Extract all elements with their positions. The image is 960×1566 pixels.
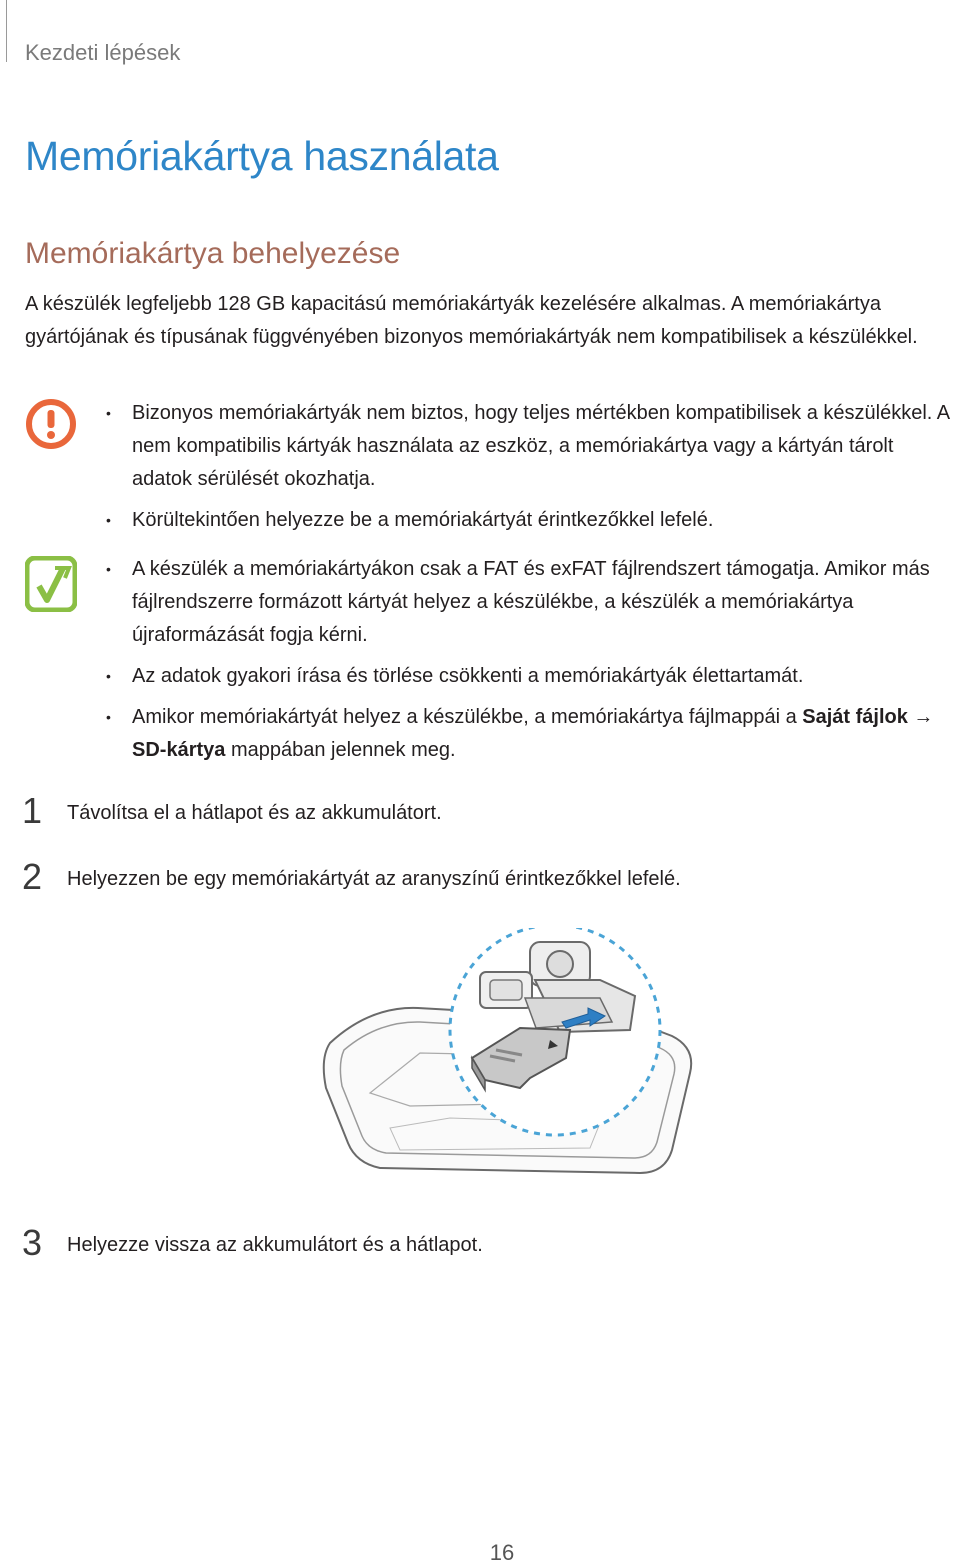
- note-item-path: • Amikor memóriakártyát helyez a készülékbe, a memóriakártya fájlmappái a Saját fájlok → SD-kártya mappában jelennek meg.: [104, 701, 954, 767]
- warning-item: • Bizonyos memóriakártyák nem biztos, hogy teljes mértékben kompatibilisek a készülékkel. A nem kompatibilis kártyák használata az eszköz, a memóriakártya vagy a kártyán tárolt adatok sérülését okozhatja.: [104, 397, 954, 496]
- section-title: Memóriakártya behelyezése: [25, 237, 401, 270]
- header-rule: [6, 0, 7, 62]
- note-item: • A készülék a memóriakártyákon csak a FAT és exFAT fájlrendszert támogatja. Amikor más fájlrendszerre formázott kártyát helyez a készülékbe, a készülék a memóriakártya újraformázását fogja kérni.: [104, 553, 954, 652]
- step-number: 1: [22, 790, 43, 831]
- step-number: 2: [22, 856, 43, 897]
- warning-item: • Körültekintően helyezze be a memóriakártyát érintkezőkkel lefelé.: [104, 504, 954, 537]
- intro-paragraph: A készülék legfeljebb 128 GB kapacitású memóriakártyák kezelésére alkalmas. A memóriakártya gyártójának és típusának függvényében bizonyos memóriakártyák nem kompatibilisek a készülékkel.: [25, 293, 918, 348]
- running-head: Kezdeti lépések: [25, 40, 181, 65]
- step-text: Helyezzen be egy memóriakártyát az aranyszínű érintkezőkkel lefelé.: [67, 868, 681, 890]
- step-text: Távolítsa el a hátlapot és az akkumulátort.: [67, 802, 442, 824]
- page-title: Memóriakártya használata: [25, 133, 499, 179]
- page-number: 16: [489, 1540, 515, 1565]
- menu-path-sd-card: SD-kártya: [132, 739, 226, 761]
- note-icon: [25, 556, 77, 617]
- memory-card-illustration: [300, 928, 700, 1183]
- warning-list: [104, 397, 954, 545]
- menu-path-my-files: Saját fájlok: [802, 706, 908, 728]
- warning-icon: [25, 398, 77, 455]
- step-text: Helyezze vissza az akkumulátort és a hátlapot.: [67, 1234, 483, 1256]
- note-item: • Az adatok gyakori írása és törlése csökkenti a memóriakártyák élettartamát.: [104, 660, 954, 693]
- step-number: 3: [22, 1222, 43, 1263]
- note-list: [104, 553, 954, 775]
